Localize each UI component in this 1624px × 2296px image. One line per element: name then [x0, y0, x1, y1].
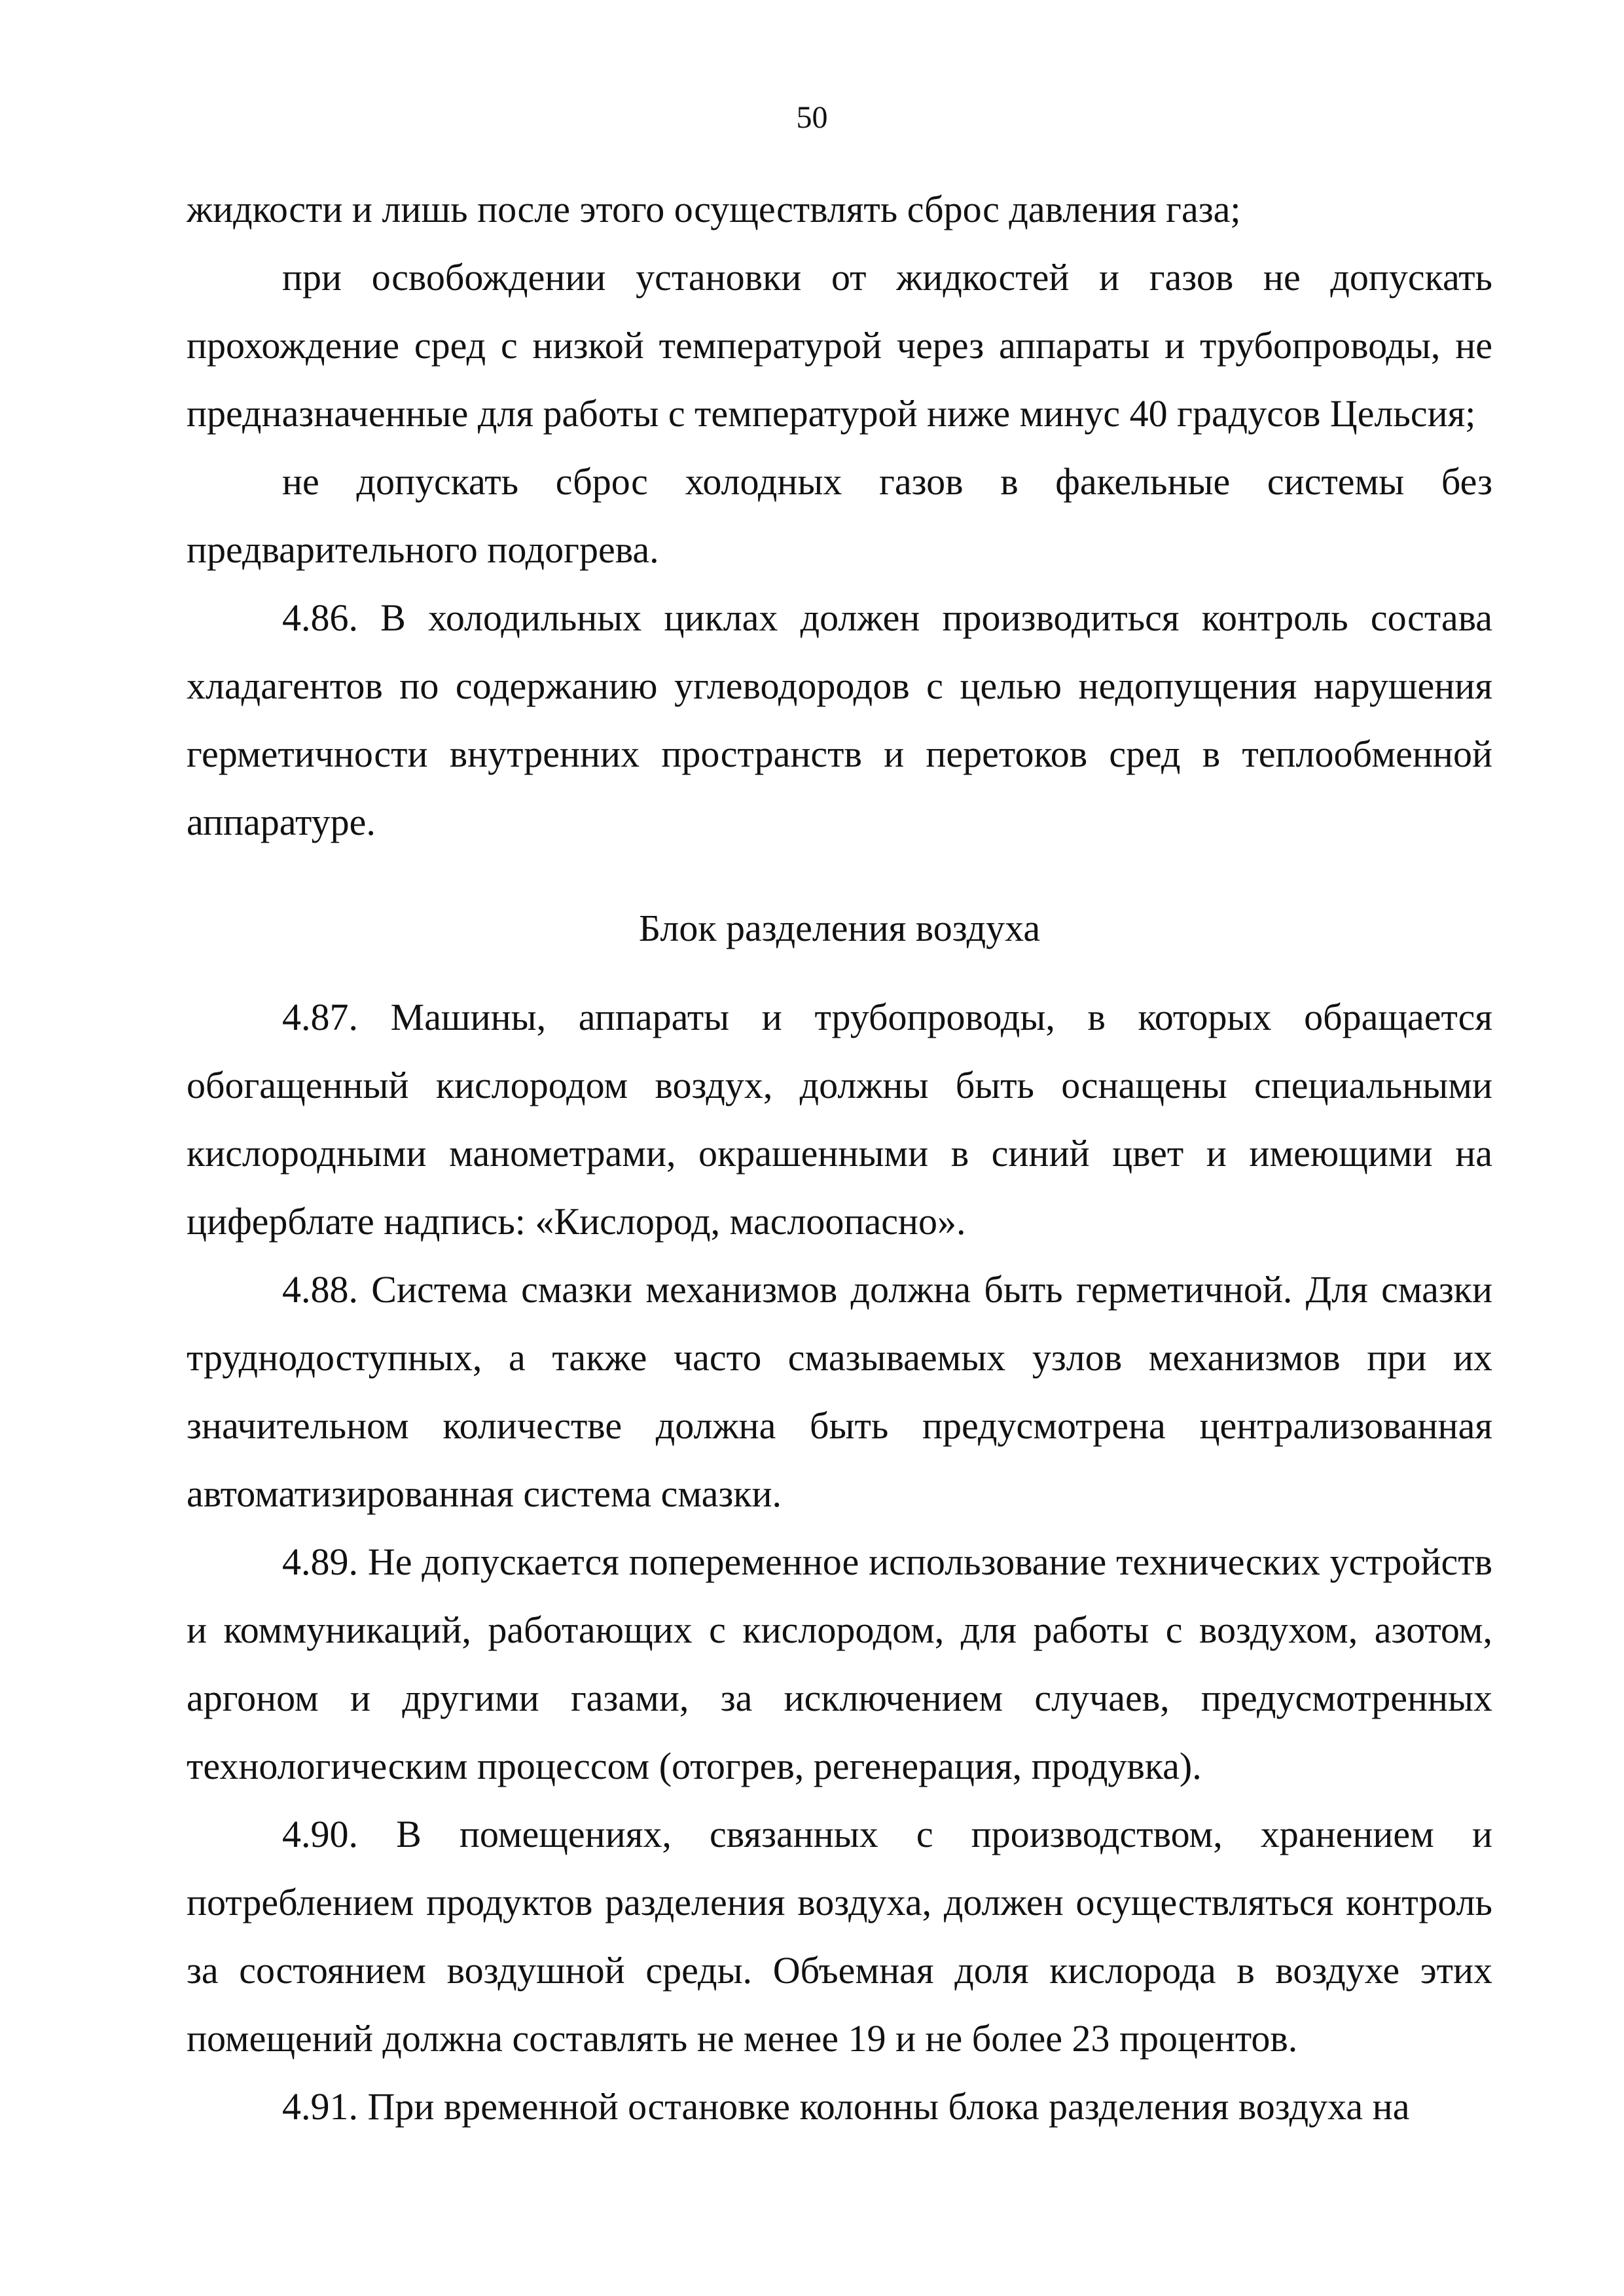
paragraph-cold-gas-discharge: не допускать сброс холодных газов в факельные системы без предварительного подогрева. [187, 460, 1492, 571]
document-body [187, 175, 1492, 2141]
paragraph-4-90: 4.90. В помещениях, связанных с производством, хранением и потреблением продуктов разделения воздуха, должен осуществляться контроль за состоянием воздушной среды. Объемная доля кислорода в воздухе этих помещений должна составлять не менее 19 и не более 23 процентов. [187, 1813, 1492, 2060]
paragraph-continuation: жидкости и лишь после этого осуществлять сброс давления газа; [187, 188, 1241, 230]
paragraph-4-89: 4.89. Не допускается попеременное использование технических устройств и коммуникаций, работающих с кислородом, для работы с воздухом, азотом, аргоном и другими газами, за исключением случаев, предусмотренных технологическим процессом (отогрев, регенерация, продувка). [187, 1540, 1492, 1787]
paragraph-4-87: 4.87. Машины, аппараты и трубопроводы, в которых обращается обогащенный кислородом воздух, должны быть оснащены специальными кислородными манометрами, окрашенными в синий цвет и имеющими на циферблате надпись: «Кислород, маслоопасно». [187, 996, 1492, 1243]
section-heading: Блок разделения воздуха [638, 907, 1041, 949]
page-number: 50 [796, 100, 828, 135]
paragraph-4-86: 4.86. В холодильных циклах должен производиться контроль состава хладагентов по содержанию углеводородов с целью недопущения нарушения герметичности внутренних пространств и перетоков сред в теплообменной аппаратуре. [187, 596, 1492, 843]
paragraph-low-temperature-media: при освобождении установки от жидкостей и газов не допускать прохождение сред с низкой температурой через аппараты и трубопроводы, не предназначенные для работы с температурой ниже минус 40 градусов Цельсия; [187, 256, 1492, 435]
paragraph-4-91: 4.91. При временной остановке колонны блока разделения воздуха на [282, 2085, 1410, 2128]
paragraph-4-88: 4.88. Система смазки механизмов должна быть герметичной. Для смазки труднодоступных, а также часто смазываемых узлов механизмов при их значительном количестве должна быть предусмотрена централизованная автоматизированная система смазки. [187, 1268, 1492, 1515]
